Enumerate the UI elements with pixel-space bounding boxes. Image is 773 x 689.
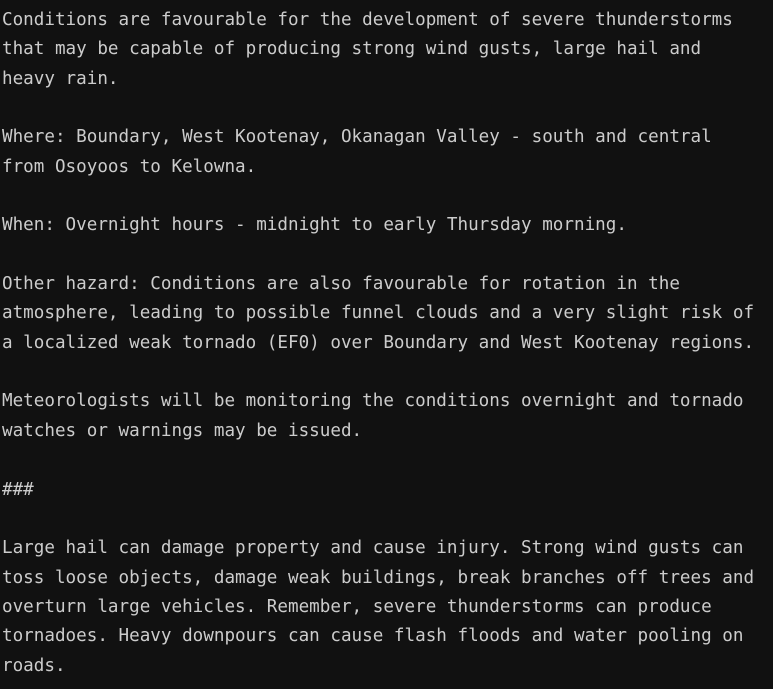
terminal-line: Other hazard: Conditions are also favourable for rotation in the <box>2 274 680 295</box>
terminal-line: tornadoes. Heavy downpours can cause flash floods and water pooling on <box>2 626 744 647</box>
terminal-line-blank <box>2 358 773 387</box>
terminal-line: from Osoyoos to Kelowna. <box>2 156 257 177</box>
terminal-line-separator: ### <box>2 479 34 500</box>
terminal-line-blank <box>2 94 773 123</box>
terminal-line: that may be capable of producing strong wind gusts, large hail and <box>2 39 702 60</box>
terminal-line: toss loose objects, damage weak buildings, break branches off trees and <box>2 567 755 588</box>
terminal-line: a localized weak tornado (EF0) over Boundary and West Kootenay regions. <box>2 332 755 353</box>
terminal-line-blank <box>2 182 773 211</box>
terminal-line-blank <box>2 446 773 475</box>
terminal-line: watches or warnings may be issued. <box>2 420 363 441</box>
terminal-line: overturn large vehicles. Remember, severe thunderstorms can produce <box>2 596 712 617</box>
terminal-line: Large hail can damage property and cause injury. Strong wind gusts can <box>2 538 744 559</box>
terminal-line: Meteorologists will be monitoring the conditions overnight and tornado <box>2 391 744 412</box>
terminal-line: Conditions are favourable for the development of severe thunderstorms <box>2 10 733 30</box>
terminal-line: When: Overnight hours - midnight to early Thursday morning. <box>2 215 627 236</box>
terminal-line: heavy rain. <box>2 68 119 89</box>
terminal-line: Where: Boundary, West Kootenay, Okanagan Valley - south and central <box>2 127 712 148</box>
terminal-line-blank <box>2 241 773 270</box>
terminal-line: roads. <box>2 655 66 676</box>
terminal-line: atmosphere, leading to possible funnel clouds and a very slight risk of <box>2 303 755 324</box>
terminal-line-blank <box>2 505 773 534</box>
